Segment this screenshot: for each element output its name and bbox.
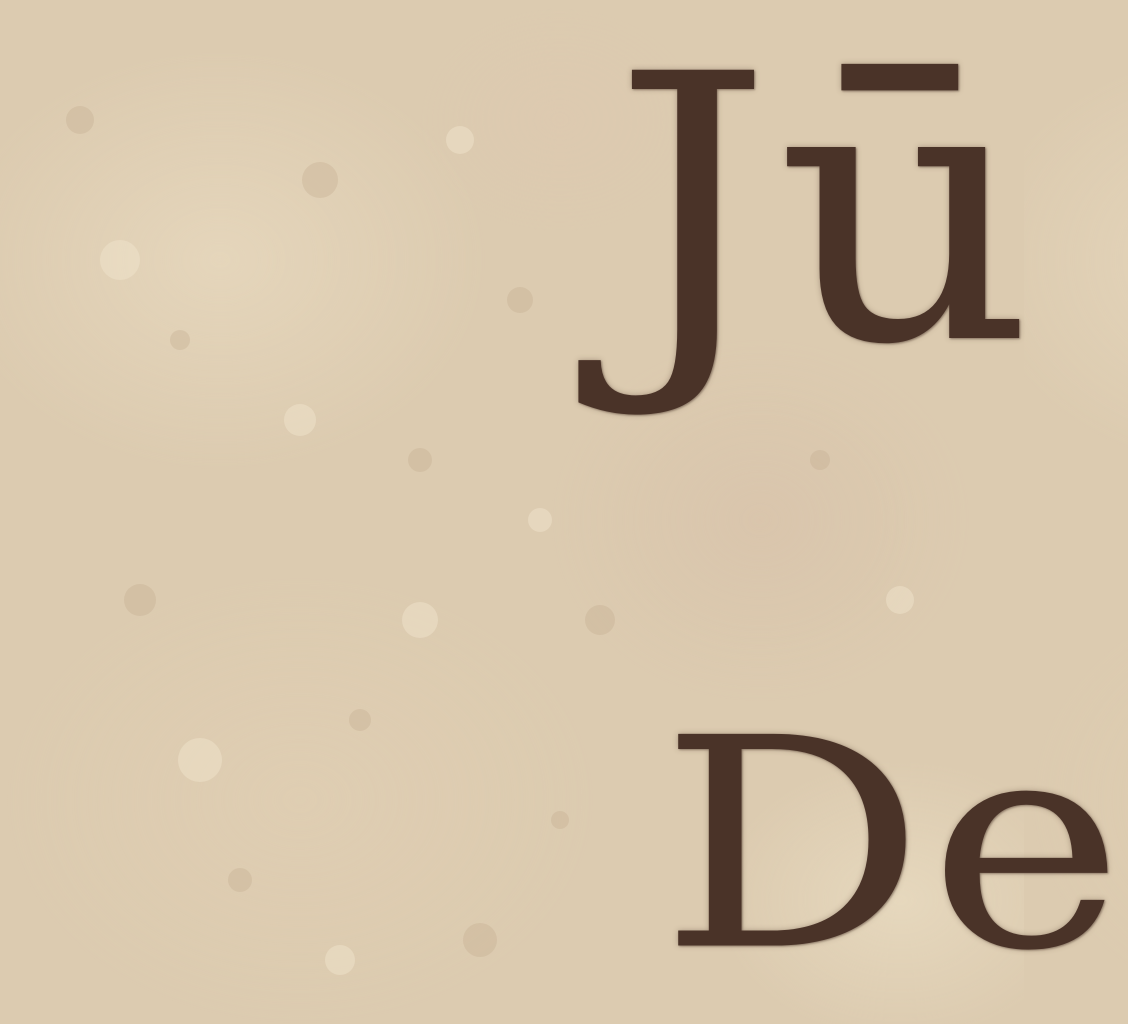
text-line-1: Jū (612, 0, 1038, 426)
text-line-2: De (660, 676, 1128, 1015)
